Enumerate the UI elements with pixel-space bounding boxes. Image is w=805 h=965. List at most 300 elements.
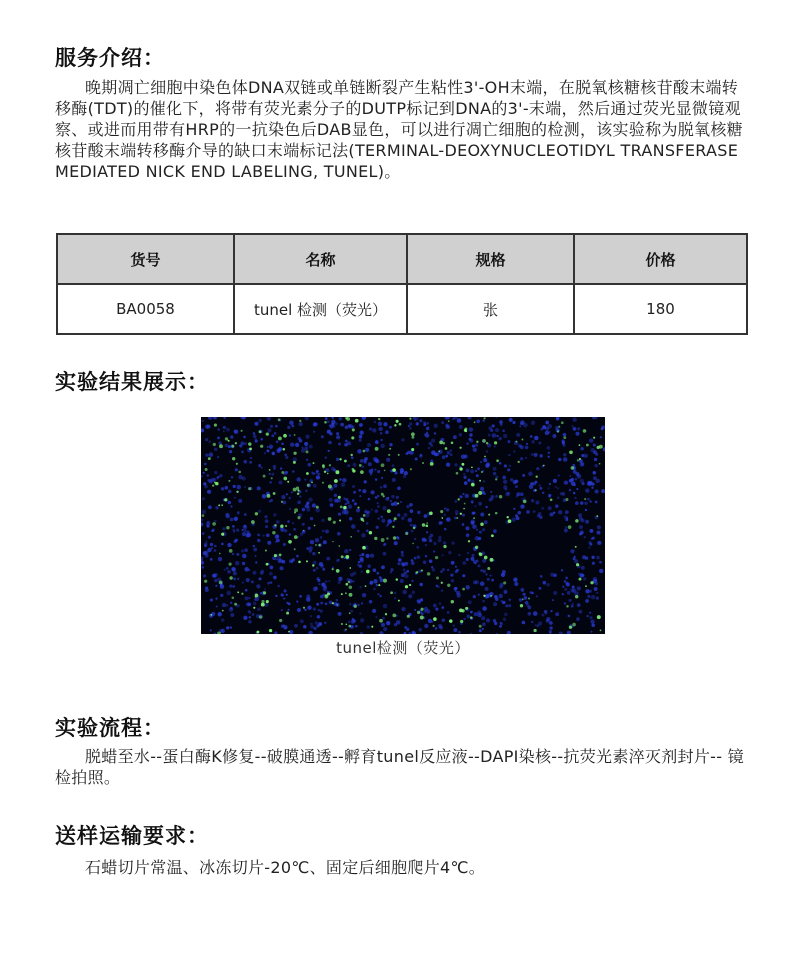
dapi-nucleus <box>496 633 498 634</box>
dapi-nucleus <box>447 451 450 454</box>
dapi-nucleus <box>244 548 248 552</box>
dapi-nucleus <box>286 493 288 495</box>
dapi-nucleus <box>281 609 283 611</box>
tunel-positive-cell <box>297 490 299 492</box>
dapi-nucleus <box>401 553 404 556</box>
tunel-positive-cell <box>348 625 351 628</box>
dapi-nucleus <box>593 476 597 480</box>
tunel-positive-cell <box>271 477 273 479</box>
dapi-nucleus <box>295 443 299 447</box>
dapi-nucleus <box>270 581 273 584</box>
dapi-nucleus <box>374 421 377 424</box>
dapi-nucleus <box>312 503 316 507</box>
dapi-nucleus <box>471 554 474 557</box>
dapi-nucleus <box>222 527 225 530</box>
dapi-nucleus <box>265 519 269 523</box>
dapi-nucleus <box>549 626 552 629</box>
dapi-nucleus <box>225 514 229 518</box>
tunel-positive-cell <box>294 434 296 436</box>
dapi-nucleus <box>463 618 466 621</box>
tunel-positive-cell <box>226 526 229 529</box>
dapi-nucleus <box>215 597 217 599</box>
dapi-nucleus <box>467 552 469 554</box>
dapi-nucleus <box>313 484 317 488</box>
tunel-positive-cell <box>550 498 553 501</box>
dapi-nucleus <box>275 425 278 428</box>
tunel-positive-cell <box>261 603 265 607</box>
dapi-nucleus <box>361 533 366 538</box>
dapi-nucleus <box>317 615 321 619</box>
dapi-nucleus <box>458 554 460 556</box>
dapi-nucleus <box>415 458 418 461</box>
dapi-nucleus <box>578 513 582 517</box>
dapi-nucleus <box>585 488 589 492</box>
dapi-nucleus <box>366 522 369 525</box>
dapi-nucleus <box>310 517 313 520</box>
dapi-nucleus <box>463 473 465 475</box>
dapi-nucleus <box>371 509 373 511</box>
dapi-nucleus <box>486 618 490 622</box>
dapi-nucleus <box>294 624 298 628</box>
dapi-nucleus <box>424 624 428 628</box>
dapi-nucleus <box>480 461 482 463</box>
dapi-nucleus <box>394 597 396 599</box>
dapi-nucleus <box>493 529 497 533</box>
tunel-positive-cell <box>449 619 452 622</box>
dapi-nucleus <box>516 492 520 496</box>
dapi-nucleus <box>560 492 563 495</box>
dapi-nucleus <box>455 566 457 568</box>
dapi-nucleus <box>226 626 229 629</box>
dapi-nucleus <box>338 512 341 515</box>
dapi-nucleus <box>233 485 236 488</box>
dapi-nucleus <box>570 588 574 592</box>
dapi-nucleus <box>523 423 528 428</box>
dapi-nucleus <box>515 479 519 483</box>
dapi-nucleus <box>548 452 550 454</box>
tunel-positive-cell <box>488 514 490 516</box>
dapi-nucleus <box>424 433 426 435</box>
dapi-nucleus <box>350 610 353 613</box>
dapi-nucleus <box>471 519 476 524</box>
tunel-positive-cell <box>335 470 339 474</box>
dapi-nucleus <box>580 447 583 450</box>
dapi-nucleus <box>420 583 423 586</box>
dapi-nucleus <box>279 566 283 570</box>
dapi-nucleus <box>231 476 233 478</box>
dapi-nucleus <box>315 538 319 542</box>
tunel-positive-cell <box>451 600 454 603</box>
tunel-positive-cell <box>476 441 478 443</box>
dapi-nucleus <box>357 604 360 607</box>
dapi-nucleus <box>438 536 441 539</box>
dapi-nucleus <box>375 478 378 481</box>
dapi-nucleus <box>264 515 267 518</box>
tunel-positive-cell <box>345 555 349 559</box>
dapi-nucleus <box>468 438 471 441</box>
dapi-nucleus <box>339 478 341 480</box>
dapi-nucleus <box>351 524 356 529</box>
dapi-nucleus <box>225 444 229 448</box>
tunel-positive-cell <box>394 517 397 520</box>
tunel-positive-cell <box>411 448 414 451</box>
dapi-nucleus <box>323 587 327 591</box>
dapi-nucleus <box>378 422 383 427</box>
dapi-nucleus <box>526 510 530 514</box>
dapi-nucleus <box>477 610 481 614</box>
dapi-nucleus <box>244 486 246 488</box>
dapi-nucleus <box>244 529 247 532</box>
dapi-nucleus <box>204 463 207 466</box>
dapi-nucleus <box>589 616 592 619</box>
dapi-nucleus <box>505 604 508 607</box>
dapi-nucleus <box>483 480 485 482</box>
tunel-positive-cell <box>327 593 330 596</box>
dapi-nucleus <box>296 555 299 558</box>
dapi-nucleus <box>548 494 551 497</box>
tunel-positive-cell <box>460 513 462 515</box>
tunel-positive-cell <box>479 480 481 482</box>
dapi-nucleus <box>269 444 273 448</box>
dapi-nucleus <box>243 616 247 620</box>
dapi-nucleus <box>600 436 602 438</box>
tunel-positive-cell <box>348 581 350 583</box>
dapi-nucleus <box>453 628 457 632</box>
dapi-nucleus <box>533 510 536 513</box>
dapi-nucleus <box>380 595 382 597</box>
dapi-nucleus <box>201 561 204 565</box>
dapi-nucleus <box>248 620 251 623</box>
dapi-nucleus <box>480 569 482 571</box>
tunel-positive-cell <box>208 457 211 460</box>
dapi-nucleus <box>370 554 374 558</box>
dapi-nucleus <box>389 426 392 429</box>
dapi-nucleus <box>592 562 595 565</box>
tunel-positive-cell <box>314 525 316 527</box>
dapi-nucleus <box>328 580 330 582</box>
tunel-positive-cell <box>433 625 435 627</box>
tunel-positive-cell <box>456 472 459 475</box>
dapi-nucleus <box>293 528 296 531</box>
tunel-positive-cell <box>503 581 506 584</box>
tunel-positive-cell <box>283 477 287 481</box>
tunel-positive-cell <box>318 552 320 554</box>
dapi-nucleus <box>558 458 561 461</box>
dapi-nucleus <box>492 424 495 427</box>
dapi-nucleus <box>549 630 552 633</box>
dapi-nucleus <box>376 572 379 575</box>
dapi-nucleus <box>214 448 218 452</box>
dapi-nucleus <box>400 501 402 503</box>
dapi-nucleus <box>603 447 605 451</box>
tunel-positive-cell <box>586 444 589 447</box>
shipping-requirements: 石蜡切片常温、冰冻切片-20℃、固定后细胞爬片4℃。 <box>85 858 486 877</box>
dapi-nucleus <box>300 532 303 535</box>
tunel-positive-cell <box>354 605 357 608</box>
dapi-nucleus <box>391 503 394 506</box>
dapi-nucleus <box>588 547 590 549</box>
tunel-positive-cell <box>385 613 387 615</box>
dapi-nucleus <box>439 602 442 605</box>
dapi-nucleus <box>466 533 470 537</box>
dapi-nucleus <box>466 585 470 589</box>
dapi-nucleus <box>339 417 343 420</box>
dapi-nucleus <box>480 581 485 586</box>
dapi-nucleus <box>289 508 291 510</box>
tunel-positive-cell <box>365 585 367 587</box>
tunel-positive-cell <box>324 421 327 424</box>
dapi-nucleus <box>447 569 449 571</box>
dapi-nucleus <box>490 491 492 493</box>
dapi-nucleus <box>261 467 263 469</box>
tunel-positive-cell <box>210 614 212 616</box>
dapi-nucleus <box>547 456 549 458</box>
dapi-nucleus <box>228 490 232 494</box>
dapi-nucleus <box>233 571 237 575</box>
dapi-nucleus <box>208 441 210 443</box>
tunel-positive-cell <box>333 521 336 524</box>
dapi-nucleus <box>587 595 590 598</box>
dapi-nucleus <box>431 450 436 455</box>
dapi-nucleus <box>508 604 511 607</box>
dapi-nucleus <box>292 522 294 524</box>
dapi-nucleus <box>477 467 480 470</box>
dapi-nucleus <box>509 465 511 467</box>
tunel-positive-cell <box>486 442 488 444</box>
dapi-nucleus <box>230 518 234 522</box>
tunel-positive-cell <box>324 471 326 473</box>
dapi-nucleus <box>311 472 313 474</box>
dapi-nucleus <box>291 560 293 562</box>
dapi-nucleus <box>332 417 334 419</box>
dapi-nucleus <box>475 536 480 541</box>
dapi-nucleus <box>503 618 506 621</box>
tunel-positive-cell <box>575 519 579 523</box>
dapi-nucleus <box>300 619 304 623</box>
tunel-positive-cell <box>366 570 370 574</box>
dapi-nucleus <box>333 484 337 488</box>
tunel-positive-cell <box>558 426 560 428</box>
tunel-positive-cell <box>336 604 338 606</box>
dapi-nucleus <box>228 445 231 448</box>
dapi-nucleus <box>592 417 595 419</box>
tunel-positive-cell <box>214 424 217 427</box>
dapi-nucleus <box>571 604 574 607</box>
dapi-nucleus <box>279 481 283 485</box>
dapi-nucleus <box>358 561 361 564</box>
tunel-positive-cell <box>219 580 223 584</box>
dapi-nucleus <box>591 538 593 540</box>
dapi-nucleus <box>370 473 372 475</box>
dapi-nucleus <box>542 614 545 617</box>
dapi-nucleus <box>589 438 593 442</box>
tunel-positive-cell <box>396 578 398 580</box>
tunel-positive-cell <box>350 454 352 456</box>
dapi-nucleus <box>375 440 379 444</box>
dapi-nucleus <box>258 577 261 580</box>
dapi-nucleus <box>508 454 510 456</box>
tunel-positive-cell <box>597 615 601 619</box>
dapi-nucleus <box>242 529 244 531</box>
tunel-positive-cell <box>236 463 238 465</box>
dapi-nucleus <box>585 556 588 559</box>
dapi-nucleus <box>594 464 598 468</box>
dapi-nucleus <box>361 602 363 604</box>
tunel-positive-cell <box>479 625 482 628</box>
dapi-nucleus <box>583 577 586 580</box>
tunel-positive-cell <box>306 472 309 475</box>
dapi-nucleus <box>441 606 444 609</box>
dapi-nucleus <box>207 490 211 494</box>
dapi-nucleus <box>435 608 438 611</box>
tunel-positive-cell <box>416 571 419 574</box>
dapi-nucleus <box>383 627 387 631</box>
dapi-nucleus <box>209 452 214 457</box>
tunel-positive-cell <box>461 463 464 466</box>
tunel-positive-cell <box>229 563 232 566</box>
tunel-positive-cell <box>458 498 460 500</box>
dapi-nucleus <box>330 503 334 507</box>
dapi-nucleus <box>302 523 305 526</box>
tunel-positive-cell <box>267 494 271 498</box>
tunel-positive-cell <box>279 553 282 556</box>
tunel-positive-cell <box>389 448 391 450</box>
dapi-nucleus <box>589 529 593 533</box>
dapi-nucleus <box>359 612 361 614</box>
dapi-nucleus <box>466 442 469 445</box>
dapi-nucleus <box>507 631 511 634</box>
dapi-nucleus <box>253 571 257 575</box>
dapi-nucleus <box>241 451 244 454</box>
dapi-nucleus <box>234 430 239 435</box>
dapi-nucleus <box>502 476 506 480</box>
tunel-positive-cell <box>329 464 331 466</box>
dapi-nucleus <box>210 558 213 561</box>
dapi-nucleus <box>296 601 298 603</box>
dapi-nucleus <box>538 442 541 445</box>
dapi-nucleus <box>576 488 578 490</box>
dapi-nucleus <box>377 470 380 473</box>
dapi-nucleus <box>549 621 553 625</box>
dapi-nucleus <box>349 603 351 605</box>
header-name: 名称 <box>234 234 407 284</box>
dapi-nucleus <box>553 591 557 595</box>
dapi-nucleus <box>329 601 333 605</box>
dapi-nucleus <box>433 424 437 428</box>
dapi-nucleus <box>202 497 205 500</box>
dapi-nucleus <box>369 600 373 604</box>
dapi-nucleus <box>469 427 474 432</box>
dapi-nucleus <box>338 577 342 581</box>
tunel-positive-cell <box>303 530 305 532</box>
dapi-nucleus <box>211 478 215 482</box>
dapi-nucleus <box>495 428 499 432</box>
dapi-nucleus <box>380 486 383 489</box>
dapi-nucleus <box>499 625 502 628</box>
dapi-nucleus <box>321 519 324 522</box>
tunel-positive-cell <box>228 440 230 442</box>
tunel-positive-cell <box>436 577 439 580</box>
dapi-nucleus <box>285 456 288 459</box>
tunel-positive-cell <box>349 586 353 590</box>
tunel-positive-cell <box>523 500 527 504</box>
dapi-nucleus <box>411 561 415 565</box>
dapi-nucleus <box>380 516 383 519</box>
dapi-nucleus <box>266 533 270 537</box>
tunel-positive-cell <box>259 615 263 619</box>
dapi-nucleus <box>375 509 379 513</box>
dapi-nucleus <box>359 435 363 439</box>
dapi-nucleus <box>397 513 400 516</box>
tunel-positive-cell <box>363 514 366 517</box>
dapi-nucleus <box>347 464 350 467</box>
dapi-nucleus <box>349 517 352 520</box>
dapi-nucleus <box>398 558 402 562</box>
dapi-nucleus <box>574 497 577 500</box>
tunel-positive-cell <box>421 570 423 572</box>
dapi-nucleus <box>285 471 288 474</box>
dapi-nucleus <box>366 529 369 532</box>
tunel-positive-cell <box>294 548 296 550</box>
dapi-nucleus <box>433 550 435 552</box>
dapi-nucleus <box>324 622 326 624</box>
dapi-nucleus <box>504 464 507 467</box>
dapi-nucleus <box>272 452 276 456</box>
dapi-nucleus <box>562 586 564 588</box>
dapi-nucleus <box>254 555 256 557</box>
dapi-nucleus <box>210 543 213 546</box>
tunel-positive-cell <box>212 484 214 486</box>
dapi-nucleus <box>325 456 327 458</box>
dapi-nucleus <box>316 603 319 606</box>
dapi-nucleus <box>314 422 318 426</box>
dapi-nucleus <box>478 502 482 506</box>
tunel-positive-cell <box>263 591 266 594</box>
tunel-positive-cell <box>293 452 296 455</box>
dapi-nucleus <box>411 580 413 582</box>
dapi-nucleus <box>401 607 405 611</box>
dapi-nucleus <box>236 528 239 531</box>
tunel-positive-cell <box>533 629 536 632</box>
dapi-nucleus <box>582 482 585 485</box>
dapi-nucleus <box>383 484 387 488</box>
dapi-nucleus <box>474 505 476 507</box>
dapi-nucleus <box>232 553 234 555</box>
dapi-nucleus <box>587 498 590 501</box>
dapi-nucleus <box>229 607 234 612</box>
dapi-nucleus <box>271 434 274 437</box>
dapi-nucleus <box>305 417 309 420</box>
dapi-nucleus <box>352 618 354 620</box>
tunel-positive-cell <box>495 478 497 480</box>
tunel-positive-cell <box>390 591 393 594</box>
dapi-nucleus <box>287 520 290 523</box>
tunel-positive-cell <box>405 585 408 588</box>
dapi-nucleus <box>328 441 332 445</box>
tunel-positive-cell <box>371 626 373 628</box>
dapi-nucleus <box>235 561 239 565</box>
dapi-nucleus <box>255 561 257 563</box>
dapi-nucleus <box>299 595 302 598</box>
dapi-nucleus <box>392 478 396 482</box>
dapi-nucleus <box>270 499 273 502</box>
dapi-nucleus <box>504 613 507 616</box>
dapi-nucleus <box>372 428 376 432</box>
dapi-nucleus <box>258 419 262 423</box>
dapi-nucleus <box>490 429 493 432</box>
dapi-nucleus <box>315 621 318 624</box>
dapi-nucleus <box>548 431 551 434</box>
